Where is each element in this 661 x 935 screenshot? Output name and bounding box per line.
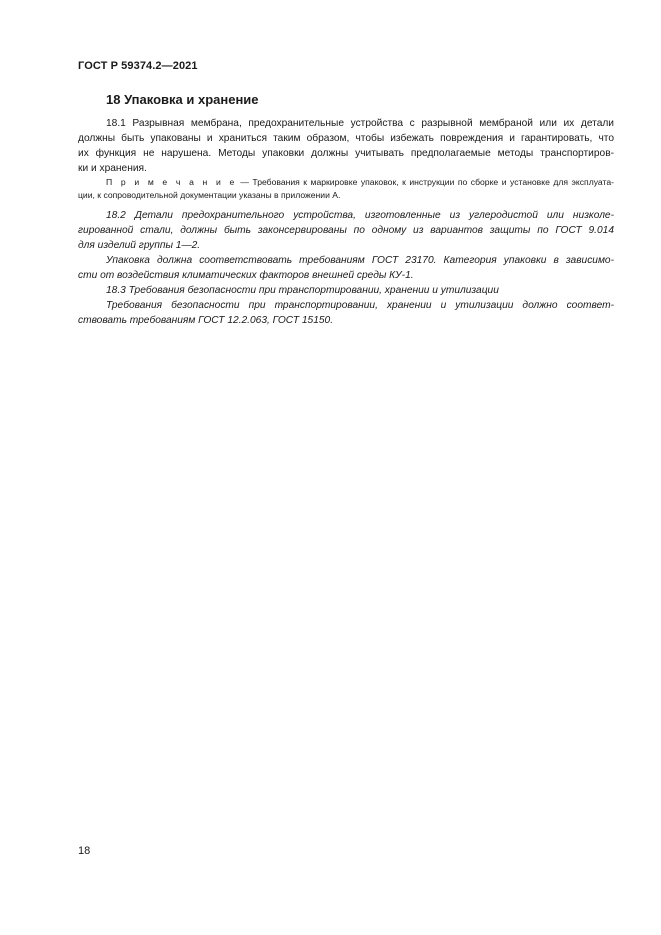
paragraph-line: 18.2 Детали предохранительного устройства, изготовленные из углеродистой или низколе- — [106, 210, 614, 221]
note-label: П р и м е ч а н и е — [106, 177, 237, 187]
paragraph-safety — [78, 298, 614, 328]
paragraph-line: 18.1 Разрывная мембрана, предохранительные устройства с разрывной мембраной или их детали — [106, 118, 614, 129]
paragraph-packaging — [78, 253, 614, 283]
paragraph-line: ки и хранения. — [78, 163, 147, 174]
page-number: 18 — [78, 845, 91, 857]
paragraph-line: Требования безопасности при транспортировании, хранении и утилизации должно соответ- — [106, 300, 614, 311]
paragraph-line: ствовать требованиям ГОСТ 12.2.063, ГОСТ 15150. — [78, 315, 334, 326]
paragraph-line: их функция не нарушена. Методы упаковки должны учитывать предполагаемые методы транспортиров- — [78, 148, 614, 159]
paragraph-18-3 — [78, 283, 614, 298]
paragraph-line: Упаковка должна соответствовать требованиям ГОСТ 23170. Категория упаковки в зависимо- — [106, 255, 614, 266]
paragraph-line: для изделий группы 1—2. — [78, 240, 201, 251]
paragraph-line: 18.3 Требования безопасности при транспортировании, хранении и утилизации — [106, 285, 499, 296]
paragraph-18-1 — [78, 116, 614, 176]
note-line — [78, 176, 614, 189]
note-line: ции, к сопроводительной документации указаны в приложении А. — [78, 190, 341, 200]
paragraph-line: гированной стали, должны быть законсервированы по одному из вариантов защиты по ГОСТ 9.014 — [78, 225, 614, 236]
document-header: ГОСТ Р 59374.2—2021 — [78, 60, 198, 72]
paragraph-line: должны быть упакованы и храниться таким образом, чтобы избежать повреждения и гарантировать, что — [78, 133, 614, 144]
note-text: — Требования к маркировке упаковок, к инструкции по сборке и установке для эксплуата- — [236, 177, 614, 187]
paragraph-line: сти от воздействия климатических факторов внешней среды КУ-1. — [78, 270, 414, 281]
paragraph-18-2 — [78, 208, 614, 253]
section-title: 18 Упаковка и хранение — [106, 92, 259, 107]
note — [78, 176, 614, 202]
